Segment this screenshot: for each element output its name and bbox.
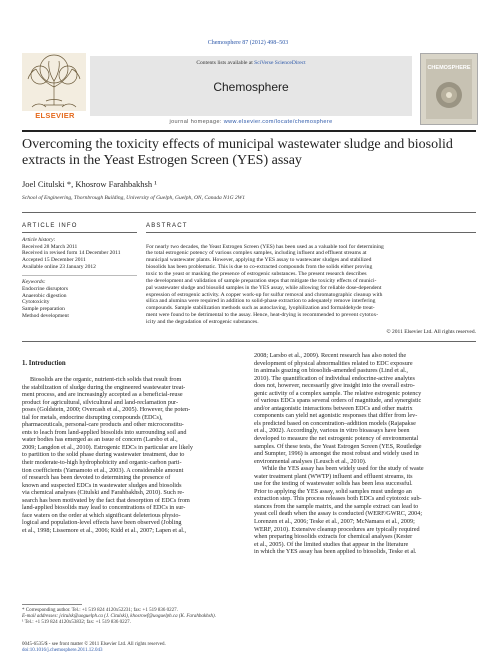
history-item: Available online 23 January 2012 [22, 264, 96, 271]
journal-masthead [22, 53, 476, 129]
body-line: poses (Goldstein, 2000; Overcash et al., 2005). However, the poten- [22, 406, 191, 414]
body-line: els predicted based on concentration–addition models (Rajapakse [254, 419, 416, 427]
body-line: their moderate-to-high hydrophobicity and organic-carbon parti- [22, 459, 182, 467]
author-list: Joel Citulski *, Khosrow Farahbakhsh ¹ [22, 179, 157, 189]
author-affiliation: School of Engineering, Thornbrough Building, University of Guelph, Guelph, ON, Canada N1G 2W1 [22, 195, 245, 201]
email-note[interactable]: E-mail addresses: jcitulsk@uoguelph.ca (J. Citulski), khosrowf@uoguelph.ca (K. Farahbakhsh). [22, 614, 216, 620]
elsevier-logo [22, 53, 86, 121]
article-info-rule [22, 232, 137, 233]
elsevier-tree-icon [22, 53, 86, 111]
body-line: water bodies has emerged as an issue of concern (Larsbo et al., [22, 436, 178, 444]
keyword: Anaerobic digestion [22, 292, 67, 299]
body-line: development of physical abnormalities related to EDC exposure [254, 359, 413, 367]
body-line: et al., 2002). Accordingly, various in vitro bioassays have been [254, 427, 410, 435]
body-line: ents to leach from land-applied biosolids into surrounding soil and [22, 428, 187, 436]
body-line: to partition to the solid phase during wastewater treatment, due to [22, 451, 185, 459]
journal-cover-thumbnail [420, 53, 478, 125]
body-line: tion coefficients (Yamamoto et al., 2003). A considerable amount [22, 466, 184, 474]
body-line: et al., 2005). Of the limited studies that appear in the literature [254, 540, 409, 548]
body-line: environmental analyses (Leusch et al., 2010). [254, 457, 367, 465]
body-line: use for the testing of wastewater solids has been less successful. [254, 480, 413, 488]
abstract-line: compounds. Sample stabilization methods such as autoclaving, lyophilization and formaldehyde treat- [146, 305, 375, 312]
keywords-rule [22, 275, 137, 276]
abstract-line: the total estrogenic potency of various complex samples, including influent and effluent streams at [146, 250, 367, 257]
abstract-line: silica and alumina were required in addition to solid-phase extraction to adequately remove interfering [146, 298, 376, 305]
contents-line [90, 60, 412, 66]
body-line: when preparing biosolids extracts for chemical analyses (Kester [254, 533, 413, 541]
keyword: Method development [22, 313, 69, 320]
doi-link[interactable]: doi:10.1016/j.chemosphere.2011.12.043 [22, 648, 103, 654]
footnote-rule [22, 604, 82, 605]
body-line: Lorenzen et al., 2006; Teske et al., 2007; McNamara et al., 2009; [254, 518, 415, 526]
body-line: components can yield net agonistic responses that differ from lev- [254, 412, 418, 420]
contents-prefix: Contents lists available at [196, 60, 255, 66]
body-line: and/or antagonistic interactions between EDCs and other matrix [254, 404, 413, 412]
keyword: Cytotoxicity [22, 299, 50, 306]
keywords-label: Keywords: [22, 278, 46, 285]
abstract-end-rule [22, 341, 476, 342]
elsevier-wordmark: ELSEVIER [35, 111, 75, 120]
body-line: yeast cell death when the assay is conducted (WERF/GWRC, 2004; [254, 510, 423, 518]
body-left-column [22, 376, 242, 534]
cover-graphic-icon [432, 77, 466, 113]
body-line: samples. Of these tests, the Yeast Estrogen Screen (YES, Routledge [254, 442, 422, 450]
corresponding-author-note: * Corresponding author. Tel.: +1 519 824 4120x52231; fax: +1 519 836 0227. [22, 608, 178, 613]
abstract-line: toxic to the yeast or masking the presence of estrogenic substances. The present research describes [146, 270, 367, 277]
journal-reference[interactable]: Chemosphere 87 (2012) 498–503 [207, 40, 289, 46]
body-line: extraction step. This process releases both EDCs and cytotoxic sub- [254, 495, 422, 503]
body-right-column [254, 352, 476, 556]
telephone-note: ¹ Tel.: +1 519 824 4120x53832; fax: +1 519 836 0227. [22, 620, 131, 626]
cover-title: CHEMOSPHERE [427, 65, 471, 71]
homepage-prefix: journal homepage: [169, 119, 224, 125]
body-line: land-applied biosolids may lead to concentrations of EDCs in sur- [22, 504, 186, 512]
abstract-section [146, 223, 476, 335]
abstract-line: pal wastewater sludge and biosolid samples in the YES assay, while allowing for reliable dose-dependent [146, 284, 382, 291]
abstract-line: expression of estrogenic activity. A copper work-up for sulfur removal and chromatographic cleanup with [146, 291, 383, 298]
abstract-copyright: © 2011 Elsevier Ltd. All rights reserved. [386, 328, 476, 335]
body-line: pharmaceuticals, personal-care products and other microconstitu- [22, 421, 184, 429]
body-line: of research has been devoted to determining the presence of [22, 474, 171, 482]
title-rule [22, 212, 476, 213]
body-line: of various EDCs spans several orders of magnitude, and synergistic [254, 397, 422, 405]
journal-banner [90, 56, 412, 116]
body-line: in which the YES assay has been applied to biosolids, Teske et al. [254, 548, 417, 556]
keyword: Endocrine disruptors [22, 285, 68, 292]
body-line: ment process, and are increasingly accepted as a beneficial-reuse [22, 391, 183, 399]
body-line: face waters on the order at which significant deleterious physio- [22, 511, 181, 519]
body-line: WERF, 2010). Extensive cleanup procedures are typically required [254, 525, 420, 533]
body-line: 2009; Langdon et al., 2010). Estrogenic EDCs in particular are likely [22, 443, 193, 451]
abstract-rule [146, 232, 476, 233]
abstract-line: the development and validation of sample preparation steps that mitigate the toxicity effects of munici- [146, 277, 377, 284]
body-line: stances from the sample matrix, and the sample extract can lead to [254, 502, 419, 510]
body-line: tial for metals, endocrine disrupting compounds (EDCs), [22, 413, 163, 421]
body-line: does not, however, necessarily give insight into the overall estro- [254, 382, 415, 390]
yes-assay-paragraph [254, 465, 476, 556]
keyword: Sample preparation [22, 306, 65, 313]
body-line: the stabilization of sludge during the engineered wastewater treat- [22, 383, 186, 391]
history-item: Received in revised form 14 December 2011 [22, 250, 121, 257]
history-item: Accepted 15 December 2011 [22, 257, 86, 264]
abstract-heading: ABSTRACT [146, 223, 188, 229]
body-line: in animals grazing on biosolids-amended pastures (Lind et al., [254, 367, 408, 375]
introduction-heading: 1. Introduction [22, 360, 66, 367]
abstract-line: ment were found to be detrimental to the assay. Hence, heat-drying is recommended to prevent cytotox- [146, 312, 379, 319]
article-info-heading: ARTICLE INFO [22, 223, 78, 229]
body-line: and Sumpter, 1996) is amongst the most robust and widely used in [254, 450, 419, 458]
body-line: product for agricultural, silvicultural and land-reclamation pur- [22, 398, 179, 406]
abstract-line: biosolids has been problematic. This is due to co-extracted compounds from the solids either proving [146, 264, 373, 271]
abstract-line: icity and the degradation of estrogenic substances. [146, 318, 259, 325]
abstract-line: For nearly two decades, the Yeast Estrogen Screen (YES) has been used as a valuable tool for determining [146, 243, 384, 250]
body-line: While the YES assay has been widely used for the study of waste [262, 465, 424, 473]
body-line: Prior to applying the YES assay, solid samples must undergo an [254, 487, 412, 495]
front-matter-footer [22, 642, 242, 654]
journal-name: Chemosphere [213, 80, 289, 94]
cover-artwork [426, 59, 472, 119]
body-line: search has been motivated by the fact that desorption of EDCs from [22, 496, 190, 504]
body-line: known and suspected EDCs in wastewater sludges and biosolids [22, 481, 182, 489]
body-line: 2010). The quantification of individual endocrine-active analytes [254, 374, 415, 382]
body-line: water treatment plant (WWTP) influent and effluent streams, its [254, 472, 413, 480]
masthead-rule [22, 130, 476, 132]
journal-homepage-link[interactable]: www.elsevier.com/locate/chemosphere [223, 119, 333, 125]
body-line: via chemical analyses (Citulski and Farahbakhsh, 2010). Such re- [22, 489, 185, 497]
history-item: Received 28 March 2011 [22, 243, 78, 250]
homepage-line [90, 119, 412, 125]
body-line: Biosolids are the organic, nutrient-rich solids that result from [30, 376, 182, 383]
body-line: developed to measure the net estrogenic potency of environmental [254, 435, 419, 443]
body-line: et al., 1998; Lissemore et al., 2006; Kidd et al., 2007; Lapen et al., [22, 526, 187, 534]
body-line: genic activity of a complex sample. The relative estrogenic potency [254, 389, 422, 397]
sciencedirect-link[interactable]: SciVerse ScienceDirect [254, 60, 306, 66]
body-line: logical and population-level effects have been observed (Jobling [22, 519, 182, 527]
paper-title: Overcoming the toxicity effects of municipal wastewater sludge and biosolid extracts in the Yeast Estrogen Screen (YES) assay [22, 137, 453, 168]
footnotes [22, 608, 242, 627]
article-history-label: Article history: [22, 236, 56, 243]
intro-paragraph [22, 376, 242, 534]
abstract-line: municipal wastewater plants. However, applying the YES assay to wastewater sludges and stabilized [146, 257, 372, 264]
issn-line: 0045-6535/$ - see front matter © 2011 Elsevier Ltd. All rights reserved. [22, 642, 166, 647]
intro-paragraph-continued [254, 352, 476, 465]
article-info [22, 223, 137, 320]
abstract-text [146, 244, 476, 326]
body-line: 2008; Larsbo et al., 2009). Recent research has also noted the [254, 352, 407, 359]
